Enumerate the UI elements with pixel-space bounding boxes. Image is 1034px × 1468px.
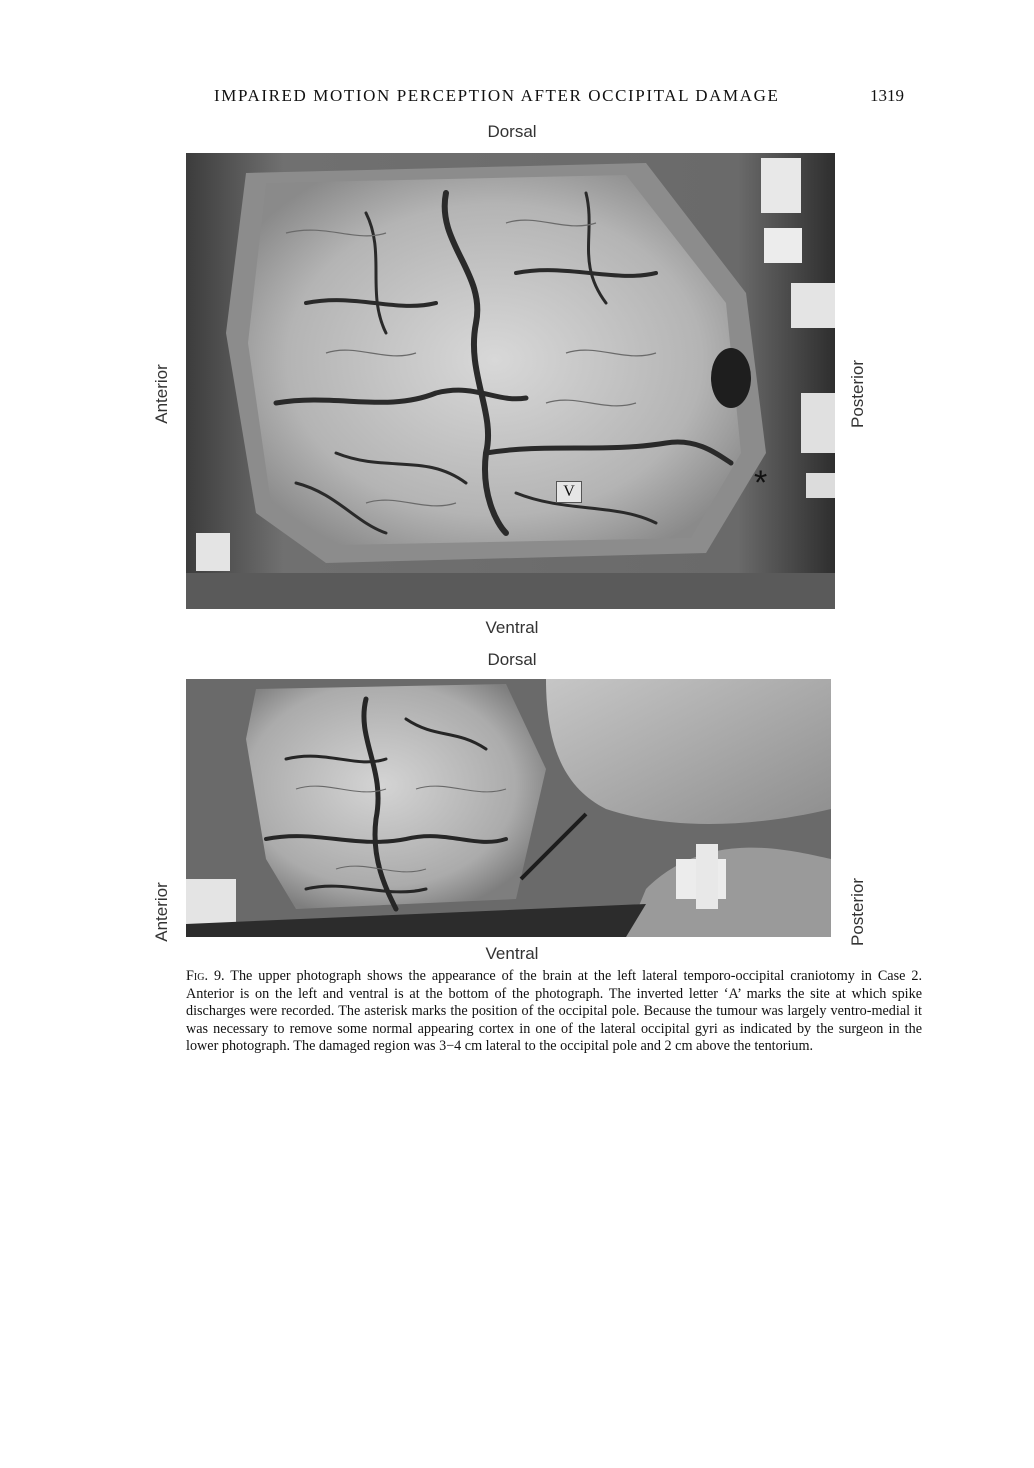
lower-photograph [186,679,831,937]
running-head [0,86,1034,116]
upper-label-anterior: Anterior [152,364,171,424]
lower-label-anterior: Anterior [152,882,171,942]
upper-label-dorsal: Dorsal [487,122,537,141]
lower-label-dorsal: Dorsal [487,650,537,669]
lower-label-posterior: Posterior [848,877,867,947]
figure-caption [186,968,922,1056]
figure-caption-text: The upper photograph shows the appearance of the brain at the left lateral temporo-occipital craniotomy in Case 2. Anterior is on the left and ventral is at the bottom of the photograph. The inverted letter ‘A’ marks the site at which spike discharges were recorded. The asterisk marks the position of the occipital pole. Because the tumour was largely ventro-medial it was necessary to remove some normal appearing cortex in one of the lateral occipital gyri as indicated by the surgeon in the lower photograph. The damaged region was 3−4 cm lateral to the occipital pole and 2 cm above the tentorium. [186,968,922,1055]
running-title: IMPAIRED MOTION PERCEPTION AFTER OCCIPITAL DAMAGE [214,86,780,105]
upper-photograph [186,153,835,609]
site-marker-inverted-a: V [556,481,582,503]
upper-label-ventral: Ventral [485,618,539,637]
figure-label: Fig. 9. [186,968,225,984]
upper-label-posterior: Posterior [848,359,867,429]
page-number: 1319 [870,86,904,105]
occipital-pole-asterisk: * [754,464,768,502]
lower-label-ventral: Ventral [485,944,539,963]
